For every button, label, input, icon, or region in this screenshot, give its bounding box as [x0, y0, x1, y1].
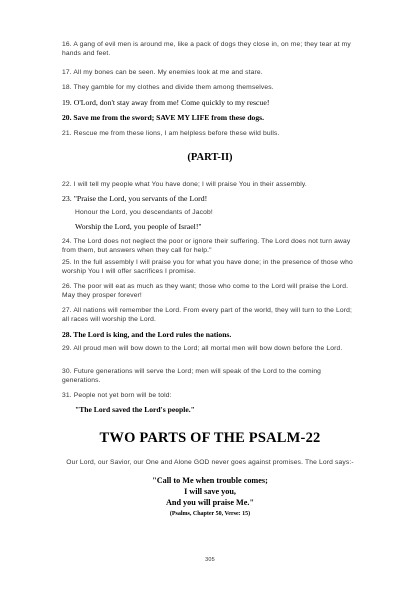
quote-line-1: "Call to Me when trouble comes;: [152, 476, 268, 485]
verse-26: 26. The poor will eat as much as they want; those who come to the Lord will praise the Lord. May they prosper forever!: [62, 283, 349, 299]
verse-25: 25. In the full assembly I will praise you for what you have done; in the presence of those who worship You I will offer sacrifices I promise.: [62, 259, 353, 275]
quote-line-2: I will save you,: [184, 487, 236, 496]
verse-20: 20. Save me from the sword; SAVE MY LIFE from these dogs.: [62, 113, 264, 122]
verse-23: 23. "Praise the Lord, you servants of the Lord!: [62, 194, 208, 203]
verse-31: 31. People not yet born will be told:: [62, 392, 172, 399]
verse-19: 19. O'Lord, don't stay away from me! Come quickly to my rescue!: [62, 98, 270, 107]
verse-22: 22. I will tell my people what You have done; I will praise You in their assembly.: [62, 181, 307, 188]
verse-30: 30. Future generations will serve the Lord; men will speak of the Lord to the coming generations.: [62, 368, 322, 384]
main-heading: TWO PARTS OF THE PSALM-22: [99, 430, 321, 446]
page-number: 305: [205, 557, 215, 563]
verse-23-line-3: Worship the Lord, you people of Israel!": [75, 222, 202, 231]
verse-16: 16. A gang of evil men is around me, like a pack of dogs they close in, on me; they tear at my hands and feet.: [62, 41, 351, 57]
verse-24: 24. The Lord does not neglect the poor or ignore their suffering. The Lord does not turn away from them, but answers when they call for help.": [62, 238, 351, 254]
verse-27: 27. All nations will remember the Lord. From every part of the world, they will turn to the Lord; all races will worship the Lord.: [62, 307, 352, 323]
verse-21: 21. Rescue me from these lions, I am helpless before these wild bulls.: [62, 130, 280, 137]
verse-28: 28. The Lord is king, and the Lord rules the nations.: [62, 330, 232, 339]
intro-text: Our Lord, our Savior, our One and Alone GOD never goes against promises. The Lord says:-: [66, 459, 354, 466]
verse-29: 29. All proud men will bow down to the Lord; all mortal men will bow down before the Lord.: [62, 345, 343, 352]
verse-31-quote: "The Lord saved the Lord's people.": [75, 405, 195, 414]
part-heading: (PART-II): [187, 152, 233, 163]
quote-line-3: And you will praise Me.": [165, 498, 254, 507]
verse-18: 18. They gamble for my clothes and divide them among themselves.: [62, 84, 274, 91]
verse-17: 17. All my bones can be seen. My enemies look at me and stare.: [62, 69, 263, 76]
citation: (Psalms, Chapter 50, Verse: 15): [169, 511, 251, 517]
verse-23-line-2: Honour the Lord, you descendants of Jacob!: [75, 209, 213, 216]
